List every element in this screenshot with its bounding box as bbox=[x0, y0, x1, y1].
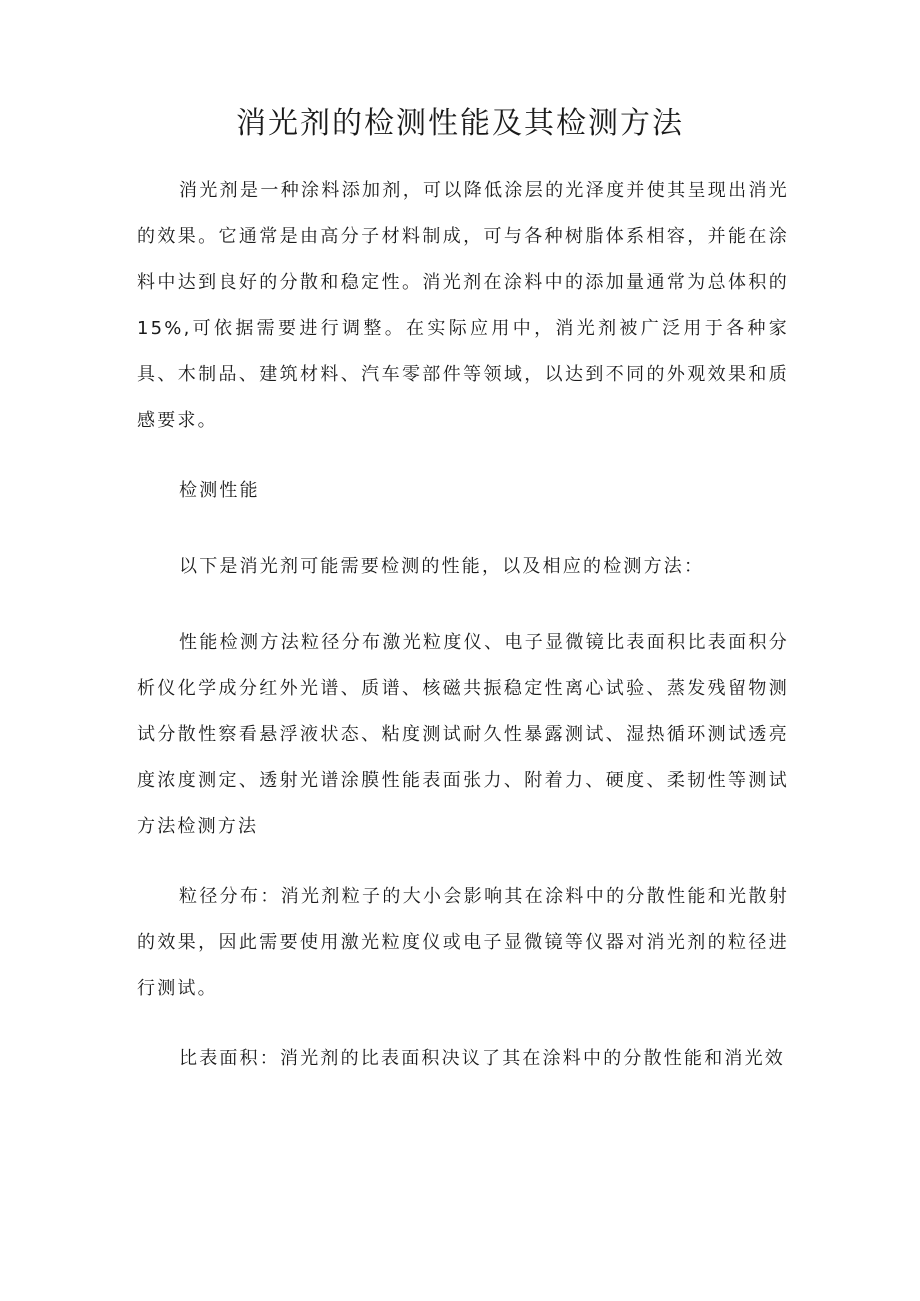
paragraph-particle-size: 粒径分布：消光剂粒子的大小会影响其在涂料中的分散性能和光散射的效果，因此需要使用激光粒度仪或电子显微镜等仪器对消光剂的粒径进行测试。 bbox=[137, 886, 789, 999]
section-heading-detection: 检测性能 bbox=[179, 480, 260, 501]
paragraph-specific-surface: 比表面积：消光剂的比表面积决议了其在涂料中的分散性能和消光效 bbox=[179, 1048, 785, 1069]
document-title: 消光剂的检测性能及其检测方法 bbox=[236, 106, 684, 141]
document-body bbox=[137, 168, 789, 1106]
paragraph-intro: 消光剂是一种涂料添加剂，可以降低涂层的光泽度并使其呈现出消光的效果。它通常是由高分子材料制成，可与各种树脂体系相容，并能在涂料中达到良好的分散和稳定性。消光剂在涂料中的添加量通常为总体积的15%,可依据需要进行调整。在实际应用中，消光剂被广泛用于各种家具、木制品、建筑材料、汽车零部件等领域，以达到不同的外观效果和质感要求。 bbox=[137, 180, 789, 431]
paragraph-performance-table-text: 性能检测方法粒径分布激光粒度仪、电子显微镜比表面积比表面积分析仪化学成分红外光谱、质谱、核磁共振稳定性离心试验、蒸发残留物测试分散性察看悬浮液状态、粘度测试耐久性暴露测试、湿热循环测试透亮度浓度测定、透射光谱涂膜性能表面张力、附着力、硬度、柔韧性等测试方法检测方法 bbox=[137, 632, 789, 837]
paragraph-detection-intro: 以下是消光剂可能需要检测的性能，以及相应的检测方法： bbox=[179, 556, 705, 577]
